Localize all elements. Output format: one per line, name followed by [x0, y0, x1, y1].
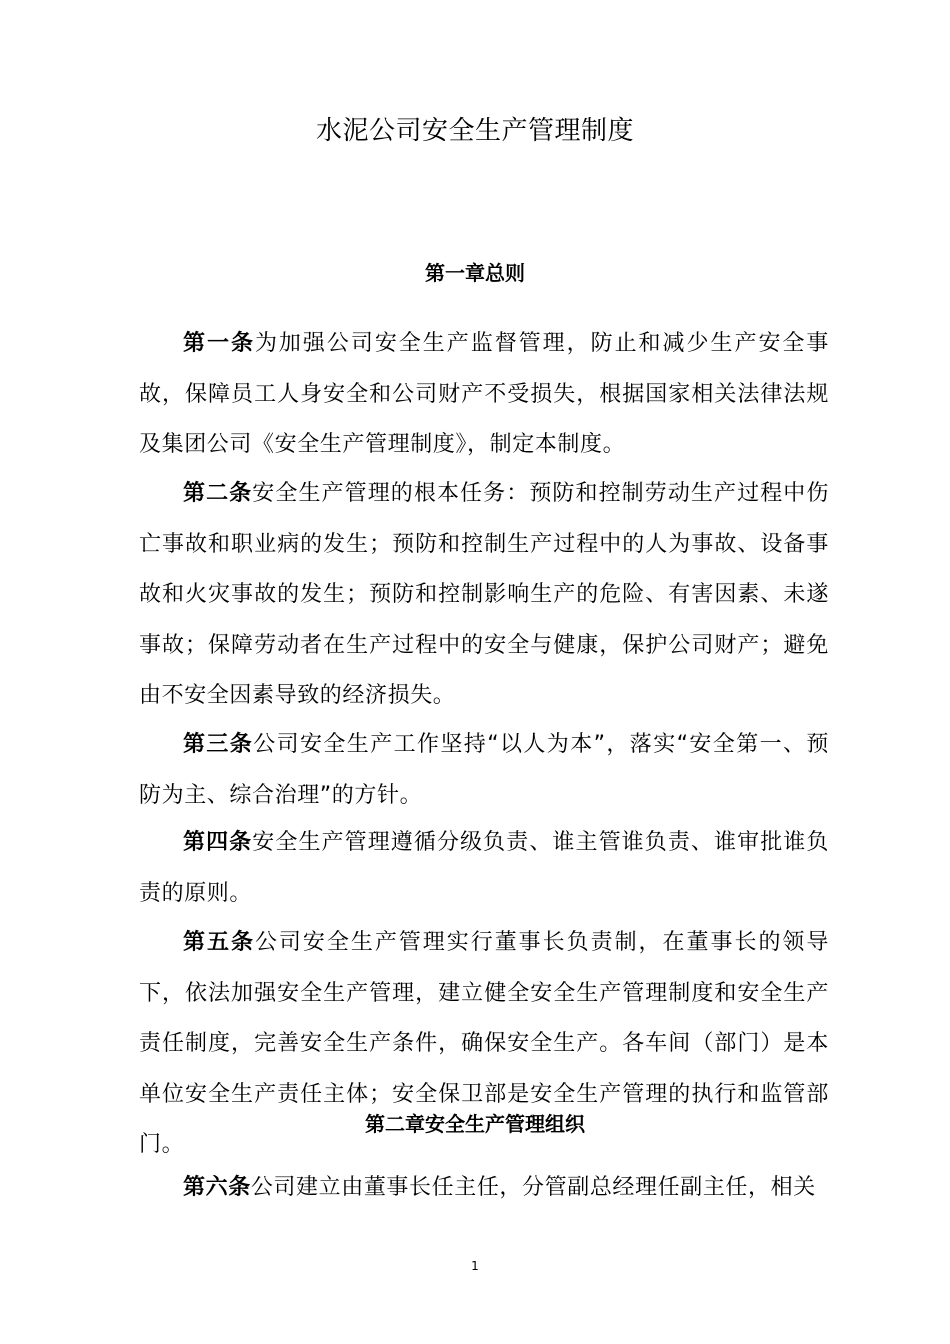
document-title: 水泥公司安全生产管理制度: [315, 116, 634, 146]
article-number: 第六条: [183, 1175, 251, 1200]
article-text: 安全生产管理的根本任务：预防和控制劳动生产过程中伤亡事故和职业病的发生；预防和控制生产过程中的人为事故、设备事故和火灾事故的发生；预防和控制影响生产的危险、有害因素、未遂事故；保障劳动者在生产过程中的安全与健康，保护公司财产；避免由不安全因素导致的经济损失。: [139, 481, 829, 708]
article-4: [139, 818, 829, 919]
article-number: 第五条: [183, 930, 255, 955]
article-text: 公司安全生产工作坚持“以人为本”，落实“安全第一、预防为主、综合治理”的方针。: [139, 732, 829, 808]
article-1: [139, 319, 829, 471]
article-text: 公司建立由董事长任主任，分管副总经理任副主任，相关: [250, 1175, 816, 1200]
article-2: [139, 469, 829, 722]
article-6: [139, 1163, 829, 1214]
article-number: 第三条: [183, 732, 254, 757]
article-number: 第四条: [183, 830, 253, 855]
article-text: 公司安全生产管理实行董事长负责制，在董事长的领导下，依法加强安全生产管理，建立健全安全生产管理制度和安全生产责任制度，完善安全生产条件，确保安全生产。各车间（部门）是本单位安全生产责任主体；安全保卫部是安全生产管理的执行和监管部门。: [139, 930, 829, 1157]
article-text: 安全生产管理遵循分级负责、谁主管谁负责、谁审批谁负责的原则。: [139, 830, 829, 906]
article-3: [139, 720, 829, 821]
article-text: 为加强公司安全生产监督管理，防止和减少生产安全事故，保障员工人身安全和公司财产不受损失，根据国家相关法律法规及集团公司《安全生产管理制度》，制定本制度。: [139, 331, 829, 457]
page-number: 1: [471, 1259, 479, 1273]
chapter-heading-2: 第二章安全生产管理组织: [365, 1112, 585, 1136]
chapter-heading-1: 第一章总则: [425, 261, 525, 285]
article-number: 第二条: [183, 481, 253, 506]
article-number: 第一条: [183, 331, 255, 356]
